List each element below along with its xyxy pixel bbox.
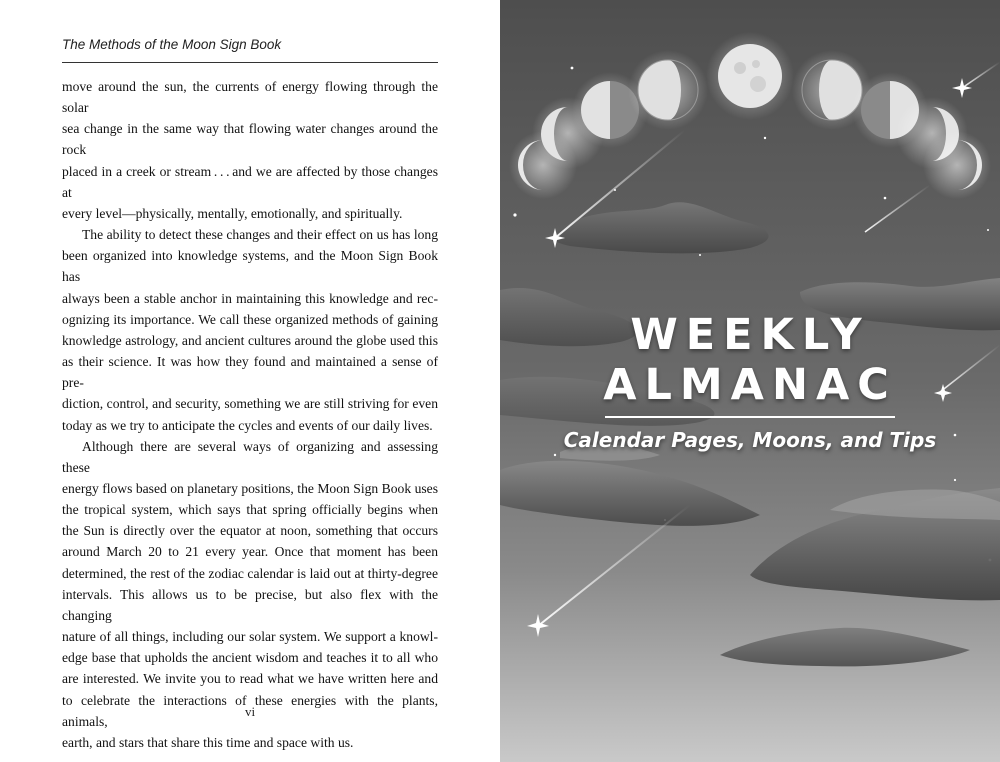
moon-icon [923,131,991,199]
paragraph-2 [62,224,438,436]
text-line: Although there are several ways of organizing and assessing these [62,438,438,475]
text-line: energy flows based on planetary positions, the Moon Sign Book uses [62,480,438,496]
star-icon [987,229,989,231]
body-text [62,76,438,753]
section-subtitle: Calendar Pages, Moons, and Tips [563,428,937,452]
text-line: sea change in the same way that flowing water changes around the rock [62,121,438,158]
paragraph-1 [62,76,438,224]
star-icon [554,454,556,456]
text-line: ognizing its importance. We call these organized methods of gaining [62,311,438,327]
title-line-2: ALMANAC [603,360,897,410]
title-line-1: WEEKLY [630,310,870,360]
text-line: every level—physically, mentally, emotionally, and spiritually. [62,205,403,221]
star-icon [699,254,701,256]
text-line: knowledge astrology, and ancient cultures around the globe used this [62,332,438,348]
page-number: vi [244,704,256,719]
star-icon [954,479,956,481]
moon-phases [509,32,991,199]
text-line: are interested. We invite you to read what we have written here and [62,671,438,687]
text-line: edge base that upholds the ancient wisdom and teaches it to all who [62,650,438,666]
text-line: around March 20 to 21 every year. Once that moment has been [62,544,438,560]
star-icon [571,67,574,70]
text-line: diction, control, and security, something we are still striving for even [62,396,438,412]
text-line: placed in a creek or stream . . . and we are affected by those changes at [62,163,438,200]
text-line: as their science. It was how they found and maintained a sense of pre- [62,354,438,391]
running-head: The Methods of the Moon Sign Book [62,37,282,52]
text-line: been organized into knowledge systems, and the Moon Sign Book has [62,248,438,285]
star-icon [764,137,766,139]
text-line: always been a stable anchor in maintaining this knowledge and rec- [62,290,438,306]
moon-icon [628,50,708,130]
text-line: today as we try to anticipate the cycles and events of our daily lives. [62,417,433,433]
text-line: intervals. This allows us to be precise, but also flex with the changing [62,586,438,623]
star-icon [513,213,516,216]
text-line: nature of all things, including our solar system. We support a knowl- [62,629,438,645]
text-line: determined, the rest of the zodiac calendar is laid out at thirty-degree [62,565,438,581]
text-line: the tropical system, which says that spring officially begins when [62,502,438,518]
right-page-illustration [500,0,1000,762]
section-title-block [500,310,1000,452]
text-line: earth, and stars that share this time and space with us. [62,734,354,750]
running-head-rule [62,62,438,63]
star-icon [884,197,887,200]
text-line: move around the sun, the currents of energy flowing through the solar [62,79,438,116]
sparkle-icon [952,78,972,98]
text-line: the Sun is directly over the equator at noon, something that occurs [62,523,438,539]
moon-icon [706,32,794,120]
text-line: to celebrate the interactions of these energies with the plants, animals, [62,692,438,729]
text-line: The ability to detect these changes and their effect on us has long [82,227,438,243]
sparkle-icon [527,614,549,637]
title-rule [605,416,895,418]
